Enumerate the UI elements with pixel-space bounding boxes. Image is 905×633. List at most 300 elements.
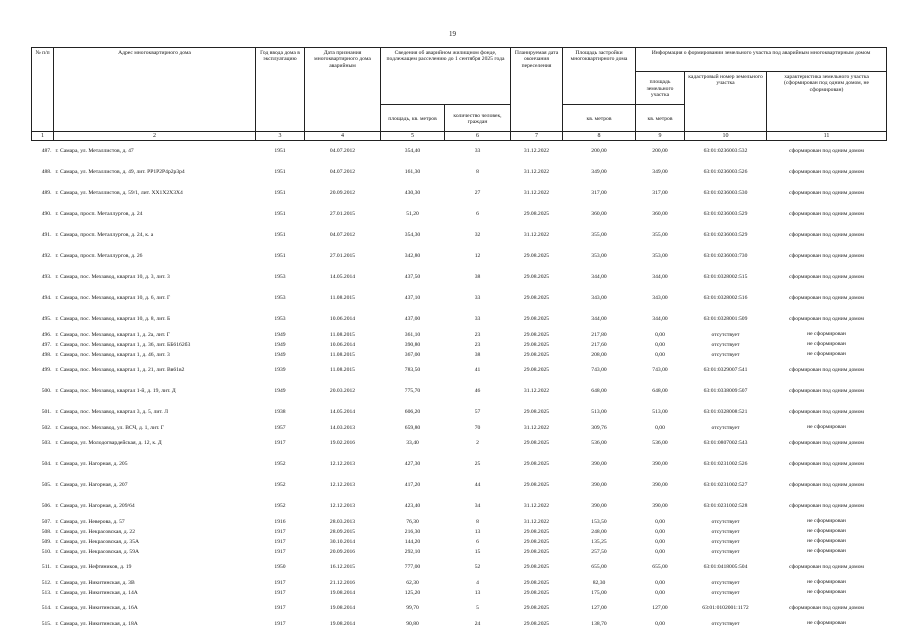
- row-cadastral: 63:01:0329007:541: [703, 367, 748, 374]
- row-people: 12: [474, 253, 481, 260]
- row-land-char: сформирован под одним домом: [789, 147, 864, 154]
- row-cadastral: 63:01:0236003:529: [703, 232, 748, 239]
- row-number: 491.: [41, 232, 52, 239]
- row-land-char: не сформирован: [807, 528, 846, 535]
- row-year: 1951: [274, 169, 286, 176]
- row-land-char: не сформирован: [807, 620, 846, 627]
- row-cadastral: 63:01:0231002:528: [703, 503, 748, 510]
- row-planned-date: 29.08.2025: [523, 316, 550, 323]
- row-year: 1953: [274, 295, 286, 302]
- row-number: 497.: [41, 341, 52, 348]
- row-number: 509.: [41, 538, 52, 545]
- row-land-area: 0,00: [655, 424, 665, 431]
- row-address: г. Самара, пос. Мехзавод, квартал 1, д. 46, лит. 3: [55, 351, 170, 358]
- row-land-char: сформирован под одним домом: [789, 408, 864, 415]
- row-date-emergency: 16.12.2015: [329, 564, 356, 571]
- row-date-emergency: 14.03.2013: [329, 424, 356, 431]
- table-row: [32, 402, 887, 423]
- row-number: 512.: [41, 579, 52, 586]
- row-year: 1953: [274, 274, 286, 281]
- table-row: [32, 433, 887, 454]
- row-year: 1949: [274, 331, 286, 338]
- row-people: 32: [474, 232, 481, 239]
- row-built-area: 217,60: [591, 341, 607, 348]
- row-planned-date: 29.08.2025: [523, 564, 550, 571]
- header-fund-info: Сведения об аварийном жилищном фонде, подлежащем расселению до 1 сентября 2025 года: [381, 48, 511, 105]
- column-number: 2: [54, 132, 256, 141]
- row-number: 515.: [41, 620, 52, 627]
- row-year: 1953: [274, 316, 286, 323]
- row-area: 437,50: [404, 274, 421, 281]
- row-area: 51,20: [406, 211, 419, 218]
- row-number: 503.: [41, 440, 52, 447]
- row-address: г. Самара, пос. Мехзавод, квартал 1, д. 36, лит. ББ6162б3: [55, 341, 191, 348]
- row-number: 513.: [41, 589, 52, 596]
- row-people: 57: [474, 409, 481, 416]
- row-year: 1951: [274, 190, 286, 197]
- row-land-char: не сформирован: [807, 424, 846, 431]
- row-built-area: 390,00: [591, 461, 607, 468]
- row-number: 496.: [41, 331, 52, 338]
- row-people: 2: [476, 440, 479, 447]
- page-number: 19: [449, 30, 456, 38]
- row-year: 1951: [274, 148, 286, 155]
- header-land-area: площадь земельного участка: [636, 72, 685, 105]
- row-year: 1939: [274, 367, 286, 374]
- row-people: 23: [474, 331, 481, 338]
- table-header: [32, 48, 887, 141]
- row-planned-date: 31.12.2022: [523, 190, 550, 197]
- row-land-area: 0,00: [655, 331, 665, 338]
- row-date-emergency: 19.08.2014: [329, 605, 356, 612]
- row-people: 46: [474, 388, 481, 395]
- row-planned-date: 29.08.2025: [523, 579, 550, 586]
- row-number: 505.: [41, 482, 52, 489]
- row-year: 1949: [274, 388, 286, 395]
- header-date-emergency: Дата признания многоквартирного дома аварийным: [305, 48, 381, 132]
- row-address: г. Самара, пос. Мехзавод, квартал 1-й, д. 19, лит. Д: [55, 388, 176, 395]
- column-number: 7: [511, 132, 563, 141]
- row-planned-date: 29.08.2025: [523, 211, 550, 218]
- table-row: [32, 360, 887, 381]
- row-number: 499.: [41, 367, 52, 374]
- row-built-area: 317,00: [591, 190, 607, 197]
- row-year: 1917: [274, 548, 286, 555]
- row-built-area: 153,50: [591, 518, 607, 525]
- row-built-area: 536,00: [591, 440, 607, 447]
- row-cadastral: отсутствует: [711, 518, 740, 525]
- row-people: 33: [474, 295, 481, 302]
- row-number: 488.: [41, 169, 52, 176]
- row-planned-date: 31.12.2022: [523, 518, 550, 525]
- row-date-emergency: 20.09.2012: [329, 190, 356, 197]
- row-people: 8: [476, 518, 479, 525]
- row-planned-date: 31.12.2022: [523, 232, 550, 239]
- row-people: 5: [476, 605, 479, 612]
- row-cadastral: 63:01:0236003:730: [703, 253, 748, 260]
- row-number: 510.: [41, 548, 52, 555]
- row-area: 99,70: [406, 605, 419, 612]
- row-area: 390,80: [404, 341, 421, 348]
- column-number: 6: [445, 132, 511, 141]
- row-number: 498.: [41, 351, 52, 358]
- row-land-char: сформирован под одним домом: [789, 315, 864, 322]
- row-date-emergency: 21.12.2016: [329, 579, 356, 586]
- row-cadastral: 63:01:0236003:532: [703, 148, 748, 155]
- row-land-char: сформирован под одним домом: [789, 273, 864, 280]
- row-address: г. Самара, ул. Металлистов, д. 59/1, лит. ХХ1Х2Х3Х4: [55, 190, 183, 197]
- row-area: 606,20: [404, 409, 421, 416]
- table-row: [32, 517, 887, 527]
- row-number: 493.: [41, 274, 52, 281]
- row-land-area: 743,00: [652, 367, 668, 374]
- table-row: [32, 288, 887, 309]
- row-area: 342,80: [404, 253, 421, 260]
- row-area: 90,80: [406, 620, 419, 627]
- row-area: 367,00: [404, 351, 421, 358]
- row-people: 13: [474, 589, 481, 596]
- row-address: г. Самара, просп. Металлургов, д. 26: [55, 253, 143, 260]
- row-planned-date: 29.08.2025: [523, 482, 550, 489]
- row-planned-date: 29.08.2025: [523, 409, 550, 416]
- row-built-area: 217,80: [591, 331, 607, 338]
- row-date-emergency: 27.01.2015: [329, 253, 356, 260]
- table-row: [32, 475, 887, 496]
- row-people: 8: [476, 169, 479, 176]
- row-year: 1951: [274, 253, 286, 260]
- row-built-area: 353,00: [591, 253, 607, 260]
- row-land-area: 390,00: [652, 503, 668, 510]
- row-cadastral: отсутствует: [711, 538, 740, 545]
- row-land-char: сформирован под одним домом: [789, 604, 864, 611]
- row-date-emergency: 10.06.2014: [329, 341, 356, 348]
- row-land-area: 536,00: [652, 440, 668, 447]
- row-cadastral: отсутствует: [711, 341, 740, 348]
- row-planned-date: 29.08.2025: [523, 620, 550, 627]
- row-address: г. Самара, ул. Металлистов, д. 47: [55, 148, 134, 155]
- row-number: 514.: [41, 605, 52, 612]
- table-row: [32, 619, 887, 629]
- row-built-area: 200,00: [591, 148, 607, 155]
- row-year: 1917: [274, 579, 286, 586]
- column-number: 1: [32, 132, 54, 141]
- row-built-area: 344,00: [591, 316, 607, 323]
- row-year: 1917: [274, 440, 286, 447]
- row-land-area: 648,00: [652, 388, 668, 395]
- row-planned-date: 29.08.2025: [523, 440, 550, 447]
- row-cadastral: отсутствует: [711, 351, 740, 358]
- row-area: 427,30: [404, 461, 421, 468]
- column-number: 5: [381, 132, 445, 141]
- column-number: 10: [685, 132, 767, 141]
- row-planned-date: 31.12.2022: [523, 148, 550, 155]
- row-address: г. Самара, пос. Мехзавод, квартал 10, д. 3, лит. 3: [55, 274, 170, 281]
- row-land-area: 390,00: [652, 482, 668, 489]
- column-number: 8: [563, 132, 636, 141]
- row-area: 417,20: [404, 482, 421, 489]
- row-planned-date: 29.08.2025: [523, 461, 550, 468]
- row-number: 500.: [41, 388, 52, 395]
- header-num: № п/п: [32, 48, 54, 132]
- row-address: г. Самара, пос. Мехзавод, ул. ВСЧ, д. 1, лит. Г: [55, 424, 165, 431]
- row-area: 216,30: [404, 528, 421, 535]
- row-cadastral: 63:01:0231002:527: [703, 482, 748, 489]
- row-date-emergency: 28.09.2015: [329, 528, 356, 535]
- row-land-area: 349,00: [652, 169, 668, 176]
- row-people: 33: [474, 316, 481, 323]
- row-address: г. Самара, ул. Неверова, д. 57: [55, 518, 125, 525]
- header-planned-date: Планируемая дата окончания переселения: [511, 48, 563, 132]
- row-people: 13: [474, 528, 481, 535]
- row-planned-date: 29.08.2025: [523, 605, 550, 612]
- row-people: 70: [474, 424, 481, 431]
- table-row: [32, 423, 887, 433]
- row-date-emergency: 10.06.2014: [329, 316, 356, 323]
- row-area: 437,10: [404, 295, 421, 302]
- row-land-area: 0,00: [655, 538, 665, 545]
- row-year: 1950: [274, 564, 286, 571]
- row-year: 1952: [274, 461, 286, 468]
- row-planned-date: 29.08.2025: [523, 274, 550, 281]
- row-land-area: 390,00: [652, 461, 668, 468]
- row-land-area: 200,00: [652, 148, 668, 155]
- row-planned-date: 29.08.2025: [523, 538, 550, 545]
- row-number: 508.: [41, 528, 52, 535]
- row-address: г. Самара, ул. Металлистов, д. 49, лит. РР1Р2Р4р2р3р4: [55, 169, 185, 176]
- row-land-area: 344,00: [652, 316, 668, 323]
- row-planned-date: 29.08.2025: [523, 331, 550, 338]
- row-built-area: 743,00: [591, 367, 607, 374]
- row-date-emergency: 11.08.2015: [330, 331, 355, 338]
- column-number: 9: [636, 132, 685, 141]
- row-area: 144,20: [404, 538, 421, 545]
- row-address: г. Самара, ул. Никитинская, д. 3В: [55, 579, 135, 586]
- row-land-char: сформирован под одним домом: [789, 189, 864, 196]
- row-cadastral: 63:01:0418005:504: [703, 564, 748, 571]
- row-address: г. Самара, ул. Молодогвардейская, д. 12, к. Д: [55, 440, 162, 447]
- row-built-area: 648,00: [591, 388, 607, 395]
- row-date-emergency: 14.05.2014: [329, 409, 356, 416]
- header-people-count: количество человек, граждан: [445, 105, 511, 132]
- row-number: 495.: [41, 316, 52, 323]
- row-address: г. Самара, ул. Никитинская, д. 14А: [55, 589, 138, 596]
- row-number: 489.: [41, 190, 52, 197]
- row-date-emergency: 19.02.2016: [329, 440, 356, 447]
- header-land-char: характеристика земельного участка (сформирован под одним домом, не сформирован): [767, 72, 887, 132]
- row-address: г. Самара, ул. Никитинская, д. 16А: [55, 605, 138, 612]
- row-year: 1952: [274, 482, 286, 489]
- row-land-char: не сформирован: [807, 579, 846, 586]
- row-land-area: 360,00: [652, 211, 668, 218]
- row-area: 361,10: [404, 331, 421, 338]
- table-row: [32, 340, 887, 350]
- table-row: [32, 454, 887, 475]
- row-cadastral: отсутствует: [711, 620, 740, 627]
- row-year: 1917: [274, 589, 286, 596]
- row-date-emergency: 11.08.2015: [330, 295, 355, 302]
- row-date-emergency: 28.03.2013: [329, 518, 356, 525]
- row-cadastral: отсутствует: [711, 424, 740, 431]
- table-row: [32, 141, 887, 163]
- row-cadastral: 63:01:0236003:526: [703, 169, 748, 176]
- row-date-emergency: 20.03.2012: [329, 388, 356, 395]
- row-address: г. Самара, ул. Некрасовская, д. 35А: [55, 538, 140, 545]
- header-area-sqm: площадь, кв. метров: [381, 105, 445, 132]
- row-built-area: 248,00: [591, 528, 607, 535]
- row-number: 511.: [41, 564, 52, 571]
- row-land-area: 655,00: [652, 564, 668, 571]
- row-people: 34: [474, 503, 481, 510]
- header-address: Адрес многоквартирного дома: [54, 48, 256, 132]
- row-cadastral: 63:01:0328001:509: [703, 316, 748, 323]
- row-land-char: не сформирован: [807, 589, 846, 596]
- row-address: г. Самара, пос. Мехзавод, квартал 10, д. 8, лит. Б: [55, 316, 171, 323]
- row-planned-date: 31.12.2022: [523, 388, 550, 395]
- table-row: [32, 183, 887, 204]
- row-planned-date: 29.08.2025: [523, 548, 550, 555]
- row-land-char: не сформирован: [807, 341, 846, 348]
- row-people: 15: [474, 548, 481, 555]
- row-year: 1951: [274, 232, 286, 239]
- row-area: 62,30: [406, 579, 419, 586]
- row-people: 33: [474, 148, 481, 155]
- row-people: 41: [474, 367, 481, 374]
- table-row: [32, 557, 887, 578]
- row-people: 23: [474, 341, 481, 348]
- row-land-area: 344,00: [652, 274, 668, 281]
- row-built-area: 513,00: [591, 409, 607, 416]
- row-area: 33,40: [406, 440, 419, 447]
- row-people: 44: [474, 482, 481, 489]
- row-land-char: не сформирован: [807, 548, 846, 555]
- row-cadastral: отсутствует: [711, 548, 740, 555]
- row-address: г. Самара, ул. Никитинская, д. 18А: [55, 620, 138, 627]
- row-cadastral: 63:01:0328008:521: [703, 409, 748, 416]
- row-year: 1917: [274, 620, 286, 627]
- row-land-char: сформирован под одним домом: [789, 252, 864, 259]
- table-row: [32, 527, 887, 537]
- row-planned-date: 29.08.2025: [523, 589, 550, 596]
- row-date-emergency: 04.07.2012: [329, 232, 356, 239]
- row-built-area: 355,00: [591, 232, 607, 239]
- row-land-char: сформирован под одним домом: [789, 563, 864, 570]
- row-land-area: 0,00: [655, 620, 665, 627]
- row-area: 292,10: [404, 548, 421, 555]
- table-row: [32, 381, 887, 402]
- row-area: 161,30: [404, 169, 421, 176]
- row-land-area: 127,00: [652, 605, 668, 612]
- row-cadastral: 63:01:0236003:530: [703, 190, 748, 197]
- row-area: 423,40: [404, 503, 421, 510]
- row-cadastral: отсутствует: [711, 589, 740, 596]
- header-land-area-unit: кв. метров: [636, 105, 685, 132]
- row-number: 490.: [41, 211, 52, 218]
- row-number: 506.: [41, 503, 52, 510]
- row-people: 38: [474, 351, 481, 358]
- row-date-emergency: 04.07.2012: [329, 169, 356, 176]
- row-date-emergency: 12.12.2013: [329, 503, 356, 510]
- table-row: [32, 162, 887, 183]
- row-cadastral: 63:01:0102001:1172: [702, 605, 749, 612]
- column-numbers-row: [32, 132, 887, 141]
- row-built-area: 138,70: [591, 620, 607, 627]
- row-year: 1949: [274, 351, 286, 358]
- row-year: 1917: [274, 538, 286, 545]
- column-number: 3: [256, 132, 305, 141]
- row-built-area: 360,00: [591, 211, 607, 218]
- row-year: 1916: [274, 518, 286, 525]
- row-area: 354,40: [404, 148, 421, 155]
- row-people: 6: [476, 538, 479, 545]
- row-land-area: 0,00: [655, 341, 665, 348]
- header-cadastral: кадастровый номер земельного участка: [685, 72, 767, 132]
- row-built-area: 390,00: [591, 482, 607, 489]
- row-address: г. Самара, просп. Металлургов, д. 24: [55, 211, 143, 218]
- row-number: 494.: [41, 295, 52, 302]
- row-planned-date: 29.08.2025: [523, 295, 550, 302]
- row-address: г. Самара, пос. Мехзавод, квартал 3, д. 5, лит. Л: [55, 409, 169, 416]
- row-year: 1949: [274, 341, 286, 348]
- column-number: 4: [305, 132, 381, 141]
- table-row: [32, 330, 887, 340]
- table-row: [32, 496, 887, 517]
- header-built-area: Площадь застройки многоквартирного дома: [563, 48, 636, 105]
- row-planned-date: 31.12.2022: [523, 424, 550, 431]
- row-people: 38: [474, 274, 481, 281]
- row-cadastral: 63:01:0328002:516: [703, 295, 748, 302]
- table-row: [32, 350, 887, 360]
- table-row: [32, 204, 887, 225]
- row-people: 52: [474, 564, 481, 571]
- row-land-area: 0,00: [655, 528, 665, 535]
- row-number: 504.: [41, 461, 52, 468]
- row-planned-date: 31.12.2022: [523, 503, 550, 510]
- table-row: [32, 267, 887, 288]
- row-address: г. Самара, ул. Нефтяников, д. 19: [55, 564, 132, 571]
- table-row: [32, 598, 887, 619]
- row-built-area: 175,00: [591, 589, 607, 596]
- row-area: 777,00: [404, 564, 421, 571]
- table-row: [32, 547, 887, 557]
- row-number: 501.: [41, 409, 52, 416]
- table-body: [32, 141, 887, 630]
- row-land-area: 355,00: [652, 232, 668, 239]
- row-area: 783,50: [404, 367, 421, 374]
- row-planned-date: 31.12.2022: [523, 169, 550, 176]
- row-date-emergency: 19.08.2014: [329, 620, 356, 627]
- row-planned-date: 29.08.2025: [523, 528, 550, 535]
- row-built-area: 655,00: [591, 564, 607, 571]
- row-date-emergency: 14.05.2014: [329, 274, 356, 281]
- row-people: 27: [474, 190, 481, 197]
- row-address: г. Самара, ул. Нагорная, д. 207: [55, 482, 128, 489]
- row-date-emergency: 12.12.2013: [329, 482, 356, 489]
- row-land-char: сформирован под одним домом: [789, 168, 864, 175]
- row-people: 24: [474, 620, 481, 627]
- table-row: [32, 309, 887, 330]
- row-area: 354,30: [404, 232, 421, 239]
- row-address: г. Самара, пос. Мехзавод, квартал 10, д. 6, лит. Г: [55, 295, 171, 302]
- row-date-emergency: 20.09.2016: [329, 548, 356, 555]
- row-land-area: 353,00: [652, 253, 668, 260]
- table-row: [32, 537, 887, 547]
- row-land-char: сформирован под одним домом: [789, 210, 864, 217]
- row-address: г. Самара, ул. Нагорная, д. 209/64: [55, 503, 135, 510]
- row-address: г. Самара, ул. Нагорная, д. 205: [55, 461, 128, 468]
- row-planned-date: 29.08.2025: [523, 341, 550, 348]
- row-land-char: сформирован под одним домом: [789, 366, 864, 373]
- row-built-area: 349,00: [591, 169, 607, 176]
